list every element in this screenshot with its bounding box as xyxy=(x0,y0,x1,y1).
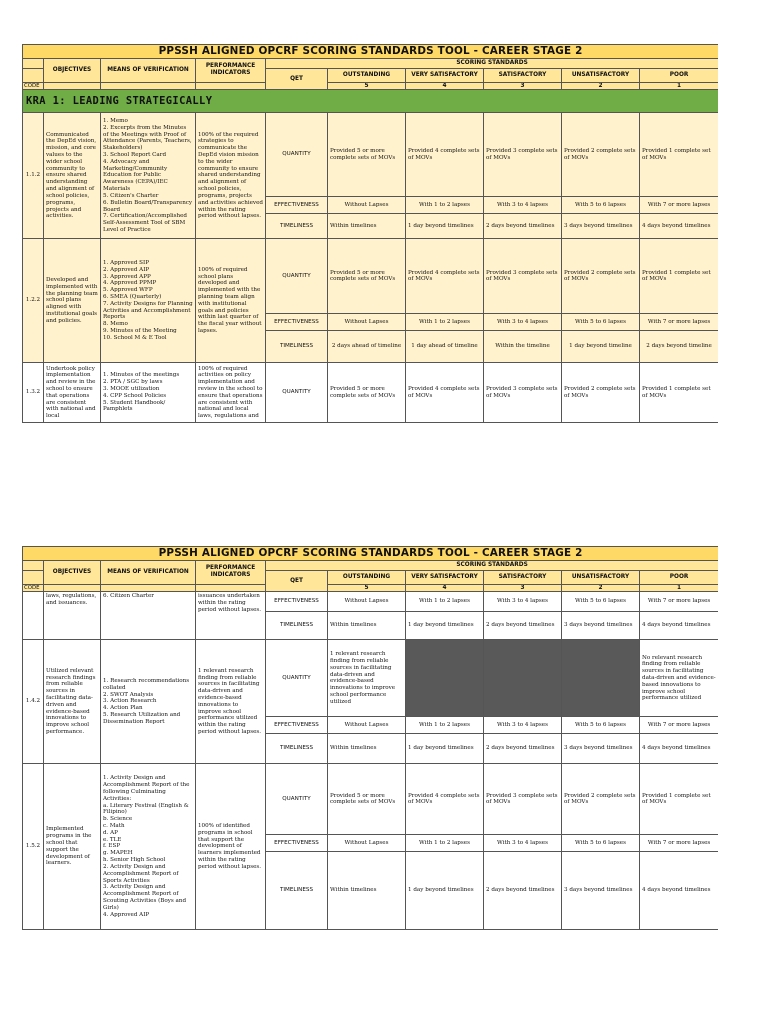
score-1: 4 days beyond timelines xyxy=(640,734,719,764)
qet-timeliness: TIMELINESS xyxy=(266,331,328,363)
score-4: Provided 4 complete sets of MOVs xyxy=(406,363,484,423)
score-3: Provided 3 complete sets of MOVs xyxy=(484,363,562,423)
means-of-verification: 1. Memo 2. Excerpts from the Minutes of the Meetings with Proof of Attendance (Parents, Teachers, Stakeholders) 3. School Report Card 4. Advocacy and Marketing/Community Education for Public Awareness (CEPA)/IEC Materials 5. Citizen's Charter 6. Bulletin Board/Transparency Board 7. Certification/Accomplished Self-Assessment Tool of SBM Level of Practice xyxy=(101,113,196,239)
score-3: With 3 to 4 lapses xyxy=(484,835,562,852)
score-5: Without Lapses xyxy=(328,717,406,734)
score-3: Within the timeline xyxy=(484,331,562,363)
score-5: Within timelines xyxy=(328,852,406,930)
scoring-standards-header: SCORING STANDARDS xyxy=(266,58,719,68)
rating-5: 5 xyxy=(328,82,406,90)
unsatisfactory-header: UNSATISFACTORY xyxy=(562,570,640,584)
score-1: 4 days beyond timelines xyxy=(640,214,719,239)
unsatisfactory-header: UNSATISFACTORY xyxy=(562,68,640,82)
qet-timeliness: TIMELINESS xyxy=(266,852,328,930)
score-5: 2 days ahead of timeline xyxy=(328,331,406,363)
qet-quantity: QUANTITY xyxy=(266,363,328,423)
score-4: 1 day beyond timelines xyxy=(406,734,484,764)
score-3: Provided 3 complete sets of MOVs xyxy=(484,764,562,835)
score-1: Provided 1 complete set of MOVs xyxy=(640,113,719,197)
score-4: 1 day beyond timelines xyxy=(406,612,484,640)
qet-header: QET xyxy=(266,570,328,592)
table-row xyxy=(23,592,719,612)
qet-quantity: QUANTITY xyxy=(266,640,328,717)
means-of-verification: 6. Citizen Charter xyxy=(101,592,196,640)
objective-text: Utilized relevant research findings from reliable sources in facilitating data-driven and evidence-based innovations to improve school performance. xyxy=(44,640,101,764)
table-row xyxy=(23,113,719,197)
kra-heading: KRA 1: LEADING STRATEGICALLY xyxy=(23,90,719,113)
score-1: 2 days beyond timeline xyxy=(640,331,719,363)
very-satisfactory-header: VERY SATISFACTORY xyxy=(406,68,484,82)
score-2: 1 day beyond timeline xyxy=(562,331,640,363)
qet-effectiveness: EFFECTIVENESS xyxy=(266,314,328,331)
rating-5: 5 xyxy=(328,584,406,592)
outstanding-header: OUTSTANDING xyxy=(328,570,406,584)
score-3: 2 days beyond timelines xyxy=(484,612,562,640)
rating-3: 3 xyxy=(484,82,562,90)
score-5: Provided 5 or more complete sets of MOVs xyxy=(328,764,406,835)
mov-header: MEANS OF VERIFICATION xyxy=(101,58,196,82)
score-3: With 3 to 4 lapses xyxy=(484,197,562,214)
score-2: With 5 to 6 lapses xyxy=(562,197,640,214)
score-5: Within timelines xyxy=(328,734,406,764)
rating-2: 2 xyxy=(562,82,640,90)
objective-text: laws, regulations, and issuances. xyxy=(44,592,101,640)
score-1: With 7 or more lapses xyxy=(640,835,719,852)
objective-text: Communicated the DepEd vision, mission, and core values to the wider school community to ensure shared understanding and alignment of school policies, programs, projects and activities. xyxy=(44,113,101,239)
score-1: With 7 or more lapses xyxy=(640,197,719,214)
table-row xyxy=(23,363,719,423)
score-2: With 5 to 6 lapses xyxy=(562,314,640,331)
score-3: 2 days beyond timelines xyxy=(484,734,562,764)
score-4: Provided 4 complete sets of MOVs xyxy=(406,764,484,835)
table-row xyxy=(23,640,719,717)
objective-code: 1.2.2 xyxy=(23,239,44,363)
score-1: With 7 or more lapses xyxy=(640,592,719,612)
score-4: With 1 to 2 lapses xyxy=(406,314,484,331)
qet-effectiveness: EFFECTIVENESS xyxy=(266,197,328,214)
code-header: CODE xyxy=(23,584,44,592)
page-2 xyxy=(22,546,718,946)
score-4: 1 day ahead of timeline xyxy=(406,331,484,363)
score-2: 3 days beyond timelines xyxy=(562,612,640,640)
score-5: Without Lapses xyxy=(328,314,406,331)
objective-text: Developed and implemented with the planning team school plans aligned with institutional goals and policies. xyxy=(44,239,101,363)
score-2: With 5 to 6 lapses xyxy=(562,592,640,612)
score-3: With 3 to 4 lapses xyxy=(484,592,562,612)
means-of-verification: 1. Activity Design and Accomplishment Report of the following Culminating Activities: a. Literary Festival (English & Filipino) b. Science c. Math d. AP e. TLE f. ESP g. MAPEH h. Senior High School 2. Activity Design and Accomplishment Report of Sports Activities 3. Activity Design and Accomplishment Report of Scouting Activities (Boys and Girls) 4. Approved AIP xyxy=(101,764,196,930)
means-of-verification: 1. Research recommendations collated 2. SWOT Analysis 3. Action Research 4. Action Plan 5. Research Utilization and Dissemination Report xyxy=(101,640,196,764)
qet-effectiveness: EFFECTIVENESS xyxy=(266,592,328,612)
qet-quantity: QUANTITY xyxy=(266,239,328,314)
performance-indicator: 1 relevant research finding from reliable sources in facilitating data-driven and evidence-based innovations to improve school performance utilized within the rating period without lapses. xyxy=(196,640,266,764)
score-2: Provided 2 complete sets of MOVs xyxy=(562,764,640,835)
score-1: Provided 1 complete set of MOVs xyxy=(640,764,719,835)
score-4-blank xyxy=(406,640,484,717)
score-5: 1 relevant research finding from reliable sources in facilitating data-driven and evidence-based innovations to improve school performance utilized xyxy=(328,640,406,717)
objective-code: 1.5.2 xyxy=(23,764,44,930)
satisfactory-header: SATISFACTORY xyxy=(484,68,562,82)
score-2: Provided 2 complete sets of MOVs xyxy=(562,239,640,314)
score-2: 3 days beyond timelines xyxy=(562,214,640,239)
score-1: Provided 1 complete set of MOVs xyxy=(640,363,719,423)
performance-indicators-header: PERFORMANCE INDICATORS xyxy=(196,58,266,82)
outstanding-header: OUTSTANDING xyxy=(328,68,406,82)
objective-text: Implemented programs in the school that support the development of learners. xyxy=(44,764,101,930)
score-5: Without Lapses xyxy=(328,835,406,852)
qet-header: QET xyxy=(266,68,328,90)
rating-3: 3 xyxy=(484,584,562,592)
rating-4: 4 xyxy=(406,584,484,592)
performance-indicator: 100% of required school plans developed and implemented with the planning team align with institutional goals and policies within last quarter of the fiscal year without lapses. xyxy=(196,239,266,363)
qet-timeliness: TIMELINESS xyxy=(266,612,328,640)
qet-effectiveness: EFFECTIVENESS xyxy=(266,717,328,734)
score-4: Provided 4 complete sets of MOVs xyxy=(406,239,484,314)
rating-4: 4 xyxy=(406,82,484,90)
qet-timeliness: TIMELINESS xyxy=(266,734,328,764)
objectives-header: OBJECTIVES xyxy=(44,560,101,584)
rating-1: 1 xyxy=(640,584,719,592)
score-5: Within timelines xyxy=(328,214,406,239)
score-5: Provided 5 or more complete sets of MOVs xyxy=(328,239,406,314)
scoring-standards-header: SCORING STANDARDS xyxy=(266,560,719,570)
means-of-verification: 1. Minutes of the meetings 2. PTA / SGC by laws 3. MOOE utilization 4. CPP School Policies 5. Student Handbook/ Pamphlets xyxy=(101,363,196,423)
score-1: With 7 or more lapses xyxy=(640,314,719,331)
page-1 xyxy=(22,44,718,426)
objective-text: Undertook policy implementation and review in the school to ensure that operations are consistent with national and local xyxy=(44,363,101,423)
score-4: With 1 to 2 lapses xyxy=(406,197,484,214)
code-header: CODE xyxy=(23,82,44,90)
table-row xyxy=(23,764,719,835)
score-2: With 5 to 6 lapses xyxy=(562,835,640,852)
score-4: 1 day beyond timelines xyxy=(406,214,484,239)
objective-code: 1.1.2 xyxy=(23,113,44,239)
score-2: Provided 2 complete sets of MOVs xyxy=(562,363,640,423)
poor-header: POOR xyxy=(640,68,719,82)
score-5: Provided 5 or more complete sets of MOVs xyxy=(328,363,406,423)
objective-code: 1.4.2 xyxy=(23,640,44,764)
score-5: Without Lapses xyxy=(328,197,406,214)
score-2: Provided 2 complete sets of MOVs xyxy=(562,113,640,197)
score-2-blank xyxy=(562,640,640,717)
objectives-header: OBJECTIVES xyxy=(44,58,101,82)
scoring-table-page-2 xyxy=(22,546,718,930)
score-4: With 1 to 2 lapses xyxy=(406,717,484,734)
score-5: Within timelines xyxy=(328,612,406,640)
performance-indicator: 100% of identified programs in school that support the development of learners implemented within the rating period without lapses. xyxy=(196,764,266,930)
performance-indicator: 100% of required activities on policy implementation and review in the school to ensure that operations are consistent with national and local laws, regulations and xyxy=(196,363,266,423)
performance-indicator: 100% of the required strategies to communicate the DepEd vision mission to the wider community to ensure shared understanding and alignment of school policies, programs, projects and activities achieved within the rating period without lapses. xyxy=(196,113,266,239)
rating-2: 2 xyxy=(562,584,640,592)
qet-quantity: QUANTITY xyxy=(266,764,328,835)
performance-indicators-header: PERFORMANCE INDICATORS xyxy=(196,560,266,584)
score-4: With 1 to 2 lapses xyxy=(406,835,484,852)
score-1: Provided 1 complete set of MOVs xyxy=(640,239,719,314)
scoring-table-page-1 xyxy=(22,44,718,423)
score-3: Provided 3 complete sets of MOVs xyxy=(484,113,562,197)
satisfactory-header: SATISFACTORY xyxy=(484,570,562,584)
score-2: With 5 to 6 lapses xyxy=(562,717,640,734)
score-1: 4 days beyond timelines xyxy=(640,612,719,640)
objective-code: 1.3.2 xyxy=(23,363,44,423)
poor-header: POOR xyxy=(640,570,719,584)
score-3: 2 days beyond timelines xyxy=(484,852,562,930)
means-of-verification: 1. Approved SIP 2. Approved AIP 3. Approved APP 4. Approved PPMP 5. Approved WFP 6. SMEA (Quarterly) 7. Activity Designs for Planning Activities and Accomplishment Reports 8. Memo 9. Minutes of the Meeting 10. School M & E Tool xyxy=(101,239,196,363)
score-1: No relevant research finding from reliable sources in facilitating data-driven and evidence-based innovations to improve school performance utilized xyxy=(640,640,719,717)
score-3-blank xyxy=(484,640,562,717)
mov-header: MEANS OF VERIFICATION xyxy=(101,560,196,584)
document-title: PPSSH ALIGNED OPCRF SCORING STANDARDS TOOL - CAREER STAGE 2 xyxy=(23,45,719,59)
score-5: Provided 5 or more complete sets of MOVs xyxy=(328,113,406,197)
score-5: Without Lapses xyxy=(328,592,406,612)
table-row xyxy=(23,239,719,314)
score-1: With 7 or more lapses xyxy=(640,717,719,734)
score-2: 3 days beyond timelines xyxy=(562,852,640,930)
score-1: 4 days beyond timelines xyxy=(640,852,719,930)
document-title: PPSSH ALIGNED OPCRF SCORING STANDARDS TOOL - CAREER STAGE 2 xyxy=(23,547,719,561)
score-4: With 1 to 2 lapses xyxy=(406,592,484,612)
performance-indicator: issuances undertaken within the rating period without lapses. xyxy=(196,592,266,640)
score-3: With 3 to 4 lapses xyxy=(484,717,562,734)
score-4: Provided 4 complete sets of MOVs xyxy=(406,113,484,197)
qet-quantity: QUANTITY xyxy=(266,113,328,197)
rating-1: 1 xyxy=(640,82,719,90)
qet-effectiveness: EFFECTIVENESS xyxy=(266,835,328,852)
score-3: Provided 3 complete sets of MOVs xyxy=(484,239,562,314)
score-4: 1 day beyond timelines xyxy=(406,852,484,930)
qet-timeliness: TIMELINESS xyxy=(266,214,328,239)
score-3: With 3 to 4 lapses xyxy=(484,314,562,331)
score-3: 2 days beyond timelines xyxy=(484,214,562,239)
score-2: 3 days beyond timelines xyxy=(562,734,640,764)
very-satisfactory-header: VERY SATISFACTORY xyxy=(406,570,484,584)
